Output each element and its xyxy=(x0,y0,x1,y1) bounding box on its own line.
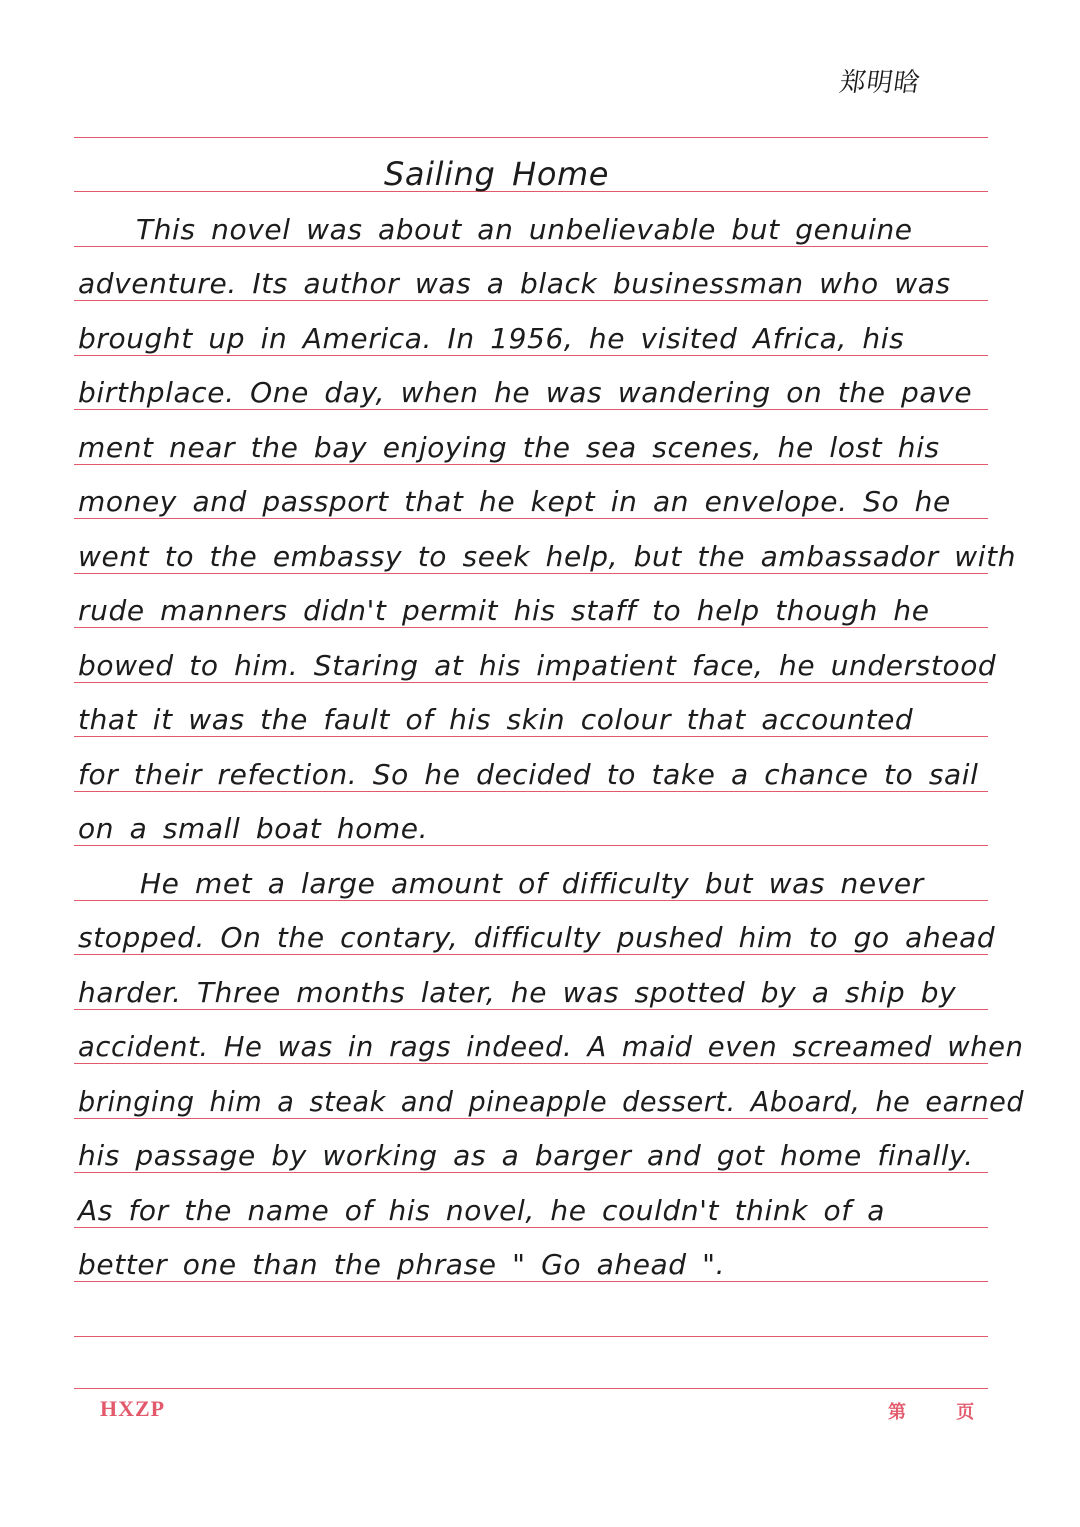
ruled-line xyxy=(74,791,988,792)
text-line: better one than the phrase " Go ahead ". xyxy=(78,1248,726,1281)
ruled-line xyxy=(74,300,988,301)
ruled-line xyxy=(74,355,988,356)
text-line: As for the name of his novel, he couldn't think of a xyxy=(78,1194,885,1227)
footer-brand: HXZP xyxy=(100,1396,166,1421)
ruled-line xyxy=(74,1172,988,1173)
ruled-line xyxy=(74,627,988,628)
text-line: ment near the bay enjoying the sea scenes, he lost his xyxy=(78,431,940,464)
text-line: money and passport that he kept in an envelope. So he xyxy=(78,485,951,518)
text-line: This novel was about an unbelievable but genuine xyxy=(136,213,913,246)
ruled-line xyxy=(74,1118,988,1119)
text-line: accident. He was in rags indeed. A maid even screamed when xyxy=(78,1030,1024,1063)
text-line: brought up in America. In 1956, he visited Africa, his xyxy=(78,322,905,355)
ruled-line xyxy=(74,246,988,247)
text-line: bringing him a steak and pineapple dessert. Aboard, he earned xyxy=(78,1085,1025,1118)
text-line: adventure. Its author was a black businessman who was xyxy=(78,267,951,300)
essay-title: Sailing Home xyxy=(384,155,610,193)
ruled-line xyxy=(74,518,988,519)
text-line: birthplace. One day, when he was wandering on the pave xyxy=(78,376,973,409)
ruled-line xyxy=(74,464,988,465)
footer-page-label: 第 页 xyxy=(888,1402,975,1423)
text-line: rude manners didn't permit his staff to help though he xyxy=(78,594,930,627)
text-line: stopped. On the contary, difficulty pushed him to go ahead xyxy=(78,921,996,954)
footer-rule xyxy=(74,1388,988,1389)
text-line: his passage by working as a barger and got home finally. xyxy=(78,1139,974,1172)
ruled-line xyxy=(74,1063,988,1064)
ruled-line xyxy=(74,682,988,683)
ruled-line xyxy=(74,1336,988,1337)
ruled-line xyxy=(74,137,988,138)
ruled-line xyxy=(74,736,988,737)
ruled-line xyxy=(74,845,988,846)
author-signature: 郑明晗 xyxy=(837,68,923,98)
text-line: harder. Three months later, he was spotted by a ship by xyxy=(78,976,957,1009)
text-line: that it was the fault of his skin colour that accounted xyxy=(78,703,914,736)
text-line: bowed to him. Staring at his impatient face, he understood xyxy=(78,649,997,682)
ruled-line xyxy=(74,1009,988,1010)
ruled-line xyxy=(74,1281,988,1282)
ruled-line xyxy=(74,900,988,901)
text-line: on a small boat home. xyxy=(78,812,429,845)
text-line: for their refection. So he decided to take a chance to sail xyxy=(78,758,979,791)
text-line: went to the embassy to seek help, but the ambassador with xyxy=(78,540,1017,573)
ruled-line xyxy=(74,1227,988,1228)
ruled-line xyxy=(74,409,988,410)
ruled-line xyxy=(74,954,988,955)
ruled-line xyxy=(74,573,988,574)
text-line: He met a large amount of difficulty but was never xyxy=(140,867,924,900)
